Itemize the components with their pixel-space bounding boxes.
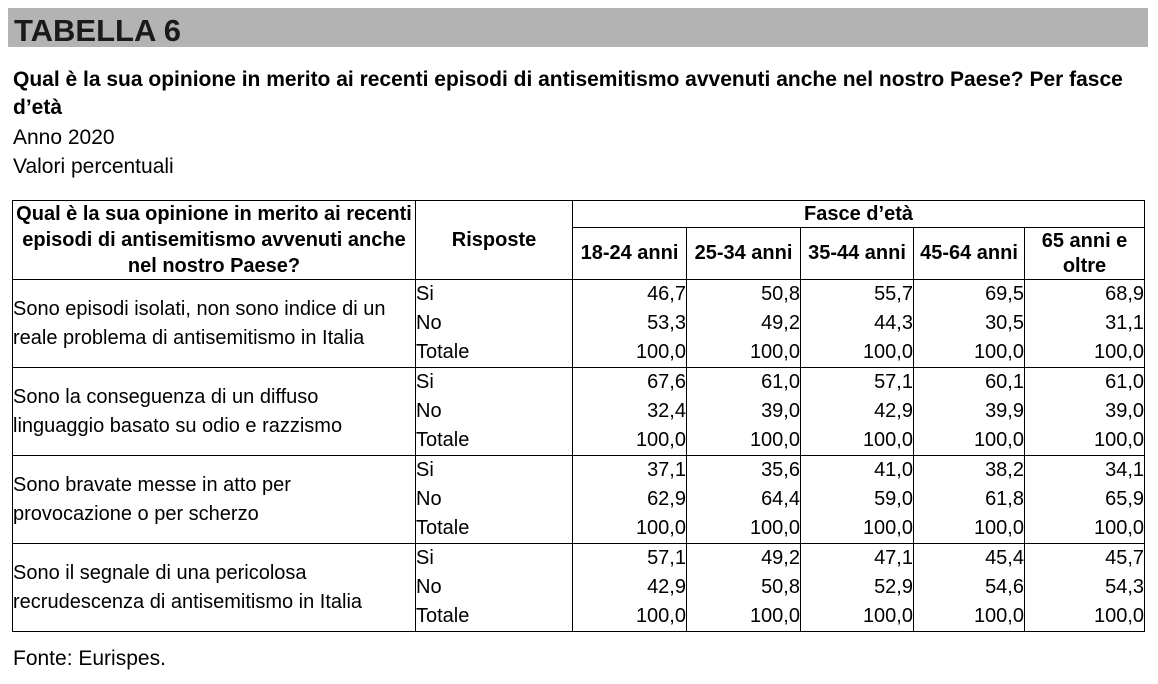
- value-cell: 100,0: [687, 514, 801, 544]
- value-cell: 39,9: [914, 397, 1025, 426]
- value-cell: 100,0: [801, 426, 914, 456]
- value-cell: 57,1: [573, 544, 687, 574]
- value-cell: 64,4: [687, 485, 801, 514]
- value-cell: 59,0: [801, 485, 914, 514]
- value-cell: 55,7: [801, 280, 914, 310]
- value-cell: 68,9: [1025, 280, 1145, 310]
- header-age-2: 35-44 anni: [801, 228, 914, 280]
- value-cell: 41,0: [801, 456, 914, 486]
- header-age-0: 18-24 anni: [573, 228, 687, 280]
- header-age-group: Fasce d’età: [573, 201, 1145, 228]
- header-answers: Risposte: [416, 201, 573, 280]
- value-cell: 49,2: [687, 309, 801, 338]
- value-cell: 69,5: [914, 280, 1025, 310]
- opinion-cell: Sono episodi isolati, non sono indice di un reale problema di antisemitismo in Italia: [13, 280, 416, 368]
- value-cell: 100,0: [1025, 602, 1145, 632]
- value-cell: 32,4: [573, 397, 687, 426]
- value-cell: 31,1: [1025, 309, 1145, 338]
- value-cell: 37,1: [573, 456, 687, 486]
- answer-cell: Si: [416, 544, 573, 574]
- value-cell: 61,8: [914, 485, 1025, 514]
- value-cell: 65,9: [1025, 485, 1145, 514]
- value-cell: 100,0: [573, 514, 687, 544]
- answer-cell: No: [416, 573, 573, 602]
- opinion-cell: Sono bravate messe in atto per provocazione o per scherzo: [13, 456, 416, 544]
- value-cell: 100,0: [573, 602, 687, 632]
- value-cell: 100,0: [1025, 514, 1145, 544]
- value-cell: 61,0: [687, 368, 801, 398]
- value-cell: 57,1: [801, 368, 914, 398]
- table-unit: Valori percentuali: [13, 155, 174, 178]
- header-question: Qual è la sua opinione in merito ai recenti episodi di antisemitismo avvenuti anche nel nostro Paese?: [13, 201, 416, 280]
- value-cell: 100,0: [914, 338, 1025, 368]
- table-label-bar: [8, 8, 1148, 47]
- value-cell: 54,3: [1025, 573, 1145, 602]
- source-note: Fonte: Eurispes.: [13, 647, 166, 670]
- value-cell: 38,2: [914, 456, 1025, 486]
- value-cell: 100,0: [801, 338, 914, 368]
- value-cell: 45,4: [914, 544, 1025, 574]
- value-cell: 45,7: [1025, 544, 1145, 574]
- answer-cell: Si: [416, 280, 573, 310]
- value-cell: 100,0: [801, 602, 914, 632]
- value-cell: 100,0: [914, 426, 1025, 456]
- opinion-cell: Sono il segnale di una pericolosa recrudescenza di antisemitismo in Italia: [13, 544, 416, 632]
- header-age-4: 65 anni e oltre: [1025, 228, 1145, 280]
- answer-cell: Totale: [416, 602, 573, 632]
- value-cell: 62,9: [573, 485, 687, 514]
- value-cell: 30,5: [914, 309, 1025, 338]
- value-cell: 39,0: [687, 397, 801, 426]
- value-cell: 61,0: [1025, 368, 1145, 398]
- value-cell: 60,1: [914, 368, 1025, 398]
- value-cell: 34,1: [1025, 456, 1145, 486]
- table-title: Qual è la sua opinione in merito ai recenti episodi di antisemitismo avvenuti anche nel nostro Paese? Per fasce d’età: [13, 68, 1123, 119]
- answer-cell: Totale: [416, 426, 573, 456]
- value-cell: 50,8: [687, 573, 801, 602]
- value-cell: 100,0: [573, 426, 687, 456]
- table-year: Anno 2020: [13, 126, 115, 149]
- table-row: [13, 456, 1145, 486]
- value-cell: 39,0: [1025, 397, 1145, 426]
- table-label: TABELLA 6: [14, 13, 182, 48]
- value-cell: 49,2: [687, 544, 801, 574]
- opinion-cell: Sono la conseguenza di un diffuso linguaggio basato su odio e razzismo: [13, 368, 416, 456]
- answer-cell: Totale: [416, 514, 573, 544]
- answer-cell: No: [416, 309, 573, 338]
- header-age-3: 45-64 anni: [914, 228, 1025, 280]
- value-cell: 44,3: [801, 309, 914, 338]
- answer-cell: Si: [416, 456, 573, 486]
- header-age-1: 25-34 anni: [687, 228, 801, 280]
- value-cell: 100,0: [687, 338, 801, 368]
- answer-cell: Totale: [416, 338, 573, 368]
- value-cell: 100,0: [801, 514, 914, 544]
- value-cell: 47,1: [801, 544, 914, 574]
- value-cell: 67,6: [573, 368, 687, 398]
- value-cell: 42,9: [573, 573, 687, 602]
- value-cell: 46,7: [573, 280, 687, 310]
- value-cell: 100,0: [573, 338, 687, 368]
- value-cell: 100,0: [687, 602, 801, 632]
- value-cell: 100,0: [914, 514, 1025, 544]
- value-cell: 35,6: [687, 456, 801, 486]
- data-table: [12, 200, 1145, 632]
- answer-cell: No: [416, 485, 573, 514]
- value-cell: 100,0: [914, 602, 1025, 632]
- answer-cell: Si: [416, 368, 573, 398]
- table-row: [13, 544, 1145, 574]
- table-row: [13, 368, 1145, 398]
- value-cell: 50,8: [687, 280, 801, 310]
- value-cell: 53,3: [573, 309, 687, 338]
- answer-cell: No: [416, 397, 573, 426]
- value-cell: 100,0: [1025, 426, 1145, 456]
- value-cell: 52,9: [801, 573, 914, 602]
- value-cell: 100,0: [1025, 338, 1145, 368]
- value-cell: 100,0: [687, 426, 801, 456]
- value-cell: 42,9: [801, 397, 914, 426]
- value-cell: 54,6: [914, 573, 1025, 602]
- table-row: [13, 280, 1145, 310]
